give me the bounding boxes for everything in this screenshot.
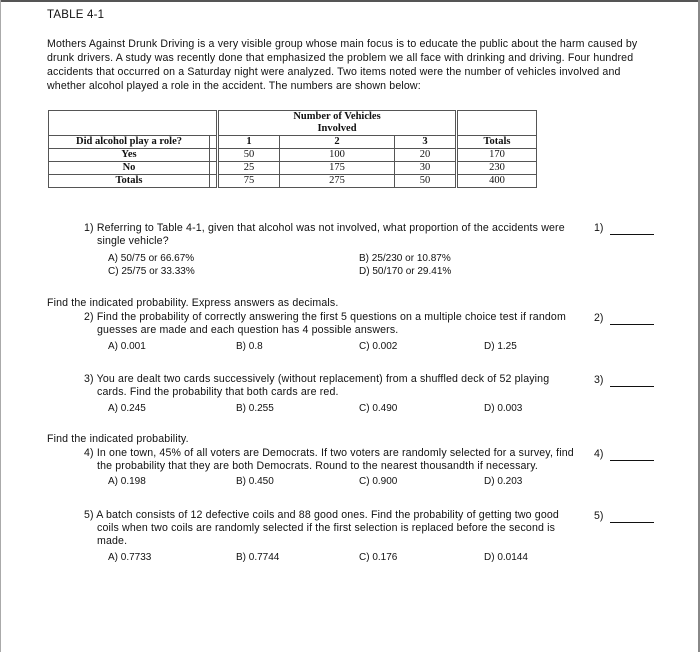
question-2-option-b[interactable]: B) 0.8 — [236, 341, 263, 352]
table-corner — [49, 111, 210, 136]
table-heading: TABLE 4-1 — [47, 9, 105, 21]
question-4-option-d[interactable]: D) 0.203 — [484, 476, 523, 487]
question-5-option-a[interactable]: A) 0.7733 — [108, 552, 152, 563]
question-5-text: 5) A batch consists of 12 defective coils and 88 good ones. Find the probability of getting two good — [84, 509, 559, 521]
question-4-text: 4) In one town, 45% of all voters are Democrats. If two voters are randomly selected for a survey, find — [84, 447, 574, 459]
intro-paragraph: Mothers Against Drunk Driving is a very visible group whose main focus is to educate the public about the harm caused by drunk drivers. A study was recently done that emphasized the problem we all face with drinking and driving. Four hundred accidents that occurred on a Saturday night were analyzed. Two items noted were the number of vehicles involved and whether alcohol played a role in the accident. The numbers are shown below: — [47, 38, 638, 92]
question-3-option-b[interactable]: B) 0.255 — [236, 403, 274, 414]
question-3-number: 3) — [594, 374, 604, 386]
question-1-text: 1) Referring to Table 4-1, given that alcohol was not involved, what proportion of the accidents were — [84, 222, 565, 234]
question-2-option-c[interactable]: C) 0.002 — [359, 341, 398, 352]
question-1-option-a[interactable]: A) 50/75 or 66.67% — [108, 253, 195, 264]
question-4-option-c[interactable]: C) 0.900 — [359, 476, 398, 487]
section-prompt-decimals: Find the indicated probability. Express answers as decimals. — [47, 297, 339, 309]
question-3-text-cont: cards. Find the probability that both cards are red. — [97, 386, 339, 398]
contingency-table — [48, 110, 537, 188]
question-2-option-d[interactable]: D) 1.25 — [484, 341, 517, 352]
question-3-option-a[interactable]: A) 0.245 — [108, 403, 146, 414]
question-2-answer-blank[interactable] — [610, 324, 654, 325]
page-left-border — [0, 0, 1, 652]
table-cell: 50 — [218, 149, 280, 162]
question-5-text-cont: coils when two coils are randomly selected if the first selection is replaced before the second is — [97, 522, 556, 534]
question-2-option-a[interactable]: A) 0.001 — [108, 341, 146, 352]
question-3-text: 3) You are dealt two cards successively (without replacement) from a shuffled deck of 52 playing — [84, 373, 550, 385]
group-header-line2: Involved — [317, 123, 357, 134]
col-header-3: 3 — [395, 136, 457, 149]
totals-header: Totals — [457, 136, 537, 149]
table-cell-total: 170 — [457, 149, 537, 162]
question-1-option-b[interactable]: B) 25/230 or 10.87% — [359, 253, 451, 264]
table-cell: 100 — [280, 149, 395, 162]
table-cell: 175 — [280, 162, 395, 175]
row-label-yes: Yes — [49, 149, 210, 162]
table-cell-total: 230 — [457, 162, 537, 175]
question-2-text-cont: guesses are made and each question has 4 possible answers. — [97, 324, 399, 336]
question-5-option-c[interactable]: C) 0.176 — [359, 552, 398, 563]
question-5-answer-blank[interactable] — [610, 522, 654, 523]
col-header-1: 1 — [218, 136, 280, 149]
question-3-option-c[interactable]: C) 0.490 — [359, 403, 398, 414]
question-2-number: 2) — [594, 312, 604, 324]
row-label-header: Did alcohol play a role? — [49, 136, 210, 149]
table-cell: 275 — [280, 175, 395, 188]
question-5-number: 5) — [594, 510, 604, 522]
question-1-answer-blank[interactable] — [610, 234, 654, 235]
question-4-option-a[interactable]: A) 0.198 — [108, 476, 146, 487]
page-top-border — [0, 0, 700, 2]
question-5-option-d[interactable]: D) 0.0144 — [484, 552, 528, 563]
vehicles-group-header — [218, 111, 457, 136]
table-cell-total: 400 — [457, 175, 537, 188]
group-header-line1: Number of Vehicles — [293, 111, 381, 122]
question-5-option-b[interactable]: B) 0.7744 — [236, 552, 280, 563]
row-label-no: No — [49, 162, 210, 175]
question-3-answer-blank[interactable] — [610, 386, 654, 387]
question-4-option-b[interactable]: B) 0.450 — [236, 476, 274, 487]
col-header-2: 2 — [280, 136, 395, 149]
table-cell: 75 — [218, 175, 280, 188]
row-label-totals: Totals — [49, 175, 210, 188]
question-3-option-d[interactable]: D) 0.003 — [484, 403, 523, 414]
section-prompt-probability: Find the indicated probability. — [47, 433, 189, 445]
table-cell: 25 — [218, 162, 280, 175]
question-4-text-cont: the probability that they are both Democrats. Round to the nearest thousandth if necessary. — [97, 460, 538, 472]
question-4-answer-blank[interactable] — [610, 460, 654, 461]
table-cell: 20 — [395, 149, 457, 162]
question-4-number: 4) — [594, 448, 604, 460]
table-cell: 50 — [395, 175, 457, 188]
question-1-number: 1) — [594, 222, 604, 234]
question-1-option-c[interactable]: C) 25/75 or 33.33% — [108, 266, 195, 277]
table-cell: 30 — [395, 162, 457, 175]
question-1-text-cont: single vehicle? — [97, 235, 169, 247]
question-5-text-cont2: made. — [97, 535, 128, 547]
question-2-text: 2) Find the probability of correctly answering the first 5 questions on a multiple choice test if random — [84, 311, 566, 323]
question-1-option-d[interactable]: D) 50/170 or 29.41% — [359, 266, 452, 277]
